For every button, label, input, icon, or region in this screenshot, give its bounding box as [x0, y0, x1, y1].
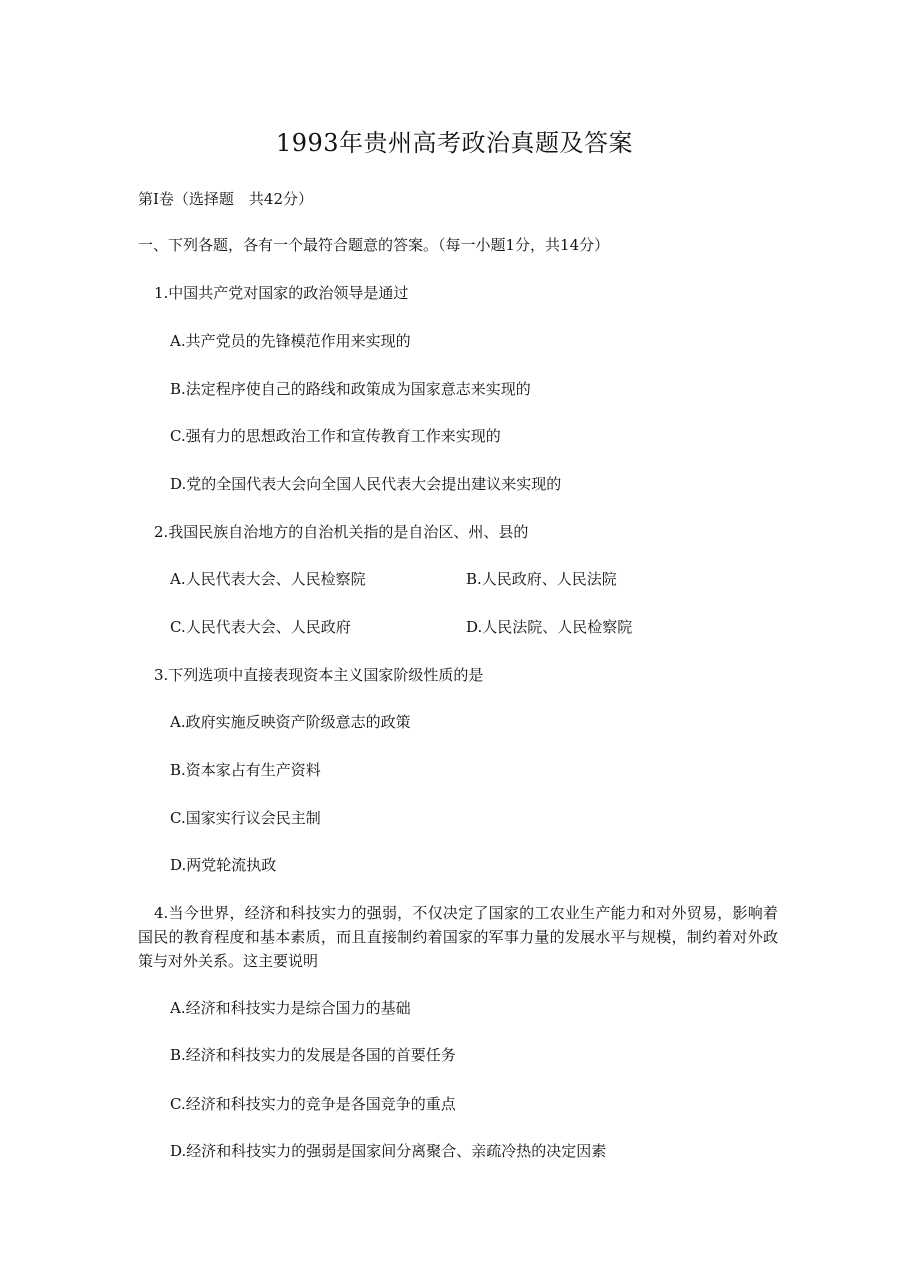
question-1-option-c: C.强有力的思想政治工作和宣传教育工作来实现的	[170, 427, 501, 445]
question-4-option-b: B.经济和科技实力的发展是各国的首要任务	[170, 1046, 456, 1064]
question-4-option-d: D.经济和科技实力的强弱是国家间分离聚合、亲疏冷热的决定因素	[170, 1142, 607, 1160]
question-2-option-b: B.人民政府、人民法院	[466, 570, 617, 588]
question-1-option-b: B.法定程序使自己的路线和政策成为国家意志来实现的	[170, 380, 531, 398]
question-1-option-d: D.党的全国代表大会向全国人民代表大会提出建议来实现的	[170, 475, 562, 493]
question-3-option-d: D.两党轮流执政	[170, 856, 277, 874]
question-3-option-c: C.国家实行议会民主制	[170, 809, 321, 827]
question-2-option-d: D.人民法院、人民检察院	[466, 618, 633, 636]
question-3-option-b: B.资本家占有生产资料	[170, 761, 321, 779]
part-one-instruction: 一、下列各题，各有一个最符合题意的答案。（每一小题1分，共14分）	[138, 236, 610, 254]
question-3-stem: 3.下列选项中直接表现资本主义国家阶级性质的是	[154, 666, 484, 684]
question-1-stem: 1.中国共产党对国家的政治领导是通过	[154, 284, 409, 302]
section-header: 第Ⅰ卷（选择题 共42分）	[138, 190, 314, 208]
question-4-option-c: C.经济和科技实力的竞争是各国竞争的重点	[170, 1095, 456, 1113]
question-4-option-a: A.经济和科技实力是综合国力的基础	[170, 999, 411, 1017]
question-2-stem: 2.我国民族自治地方的自治机关指的是自治区、州、县的	[154, 523, 529, 541]
question-4-stem: 4.当今世界，经济和科技实力的强弱，不仅决定了国家的工农业生产能力和对外贸易，影响着国民的教育程度和基本素质，而且直接制约着国家的军事力量的发展水平与规模，制约着对外政策与对外关系。这主要说明	[138, 904, 778, 970]
question-1-option-a: A.共产党员的先锋模范作用来实现的	[170, 332, 411, 350]
question-2-option-a: A.人民代表大会、人民检察院	[170, 570, 366, 588]
question-2-option-c: C.人民代表大会、人民政府	[170, 618, 351, 636]
page-title: 1993年贵州高考政治真题及答案	[275, 129, 634, 157]
question-3-option-a: A.政府实施反映资产阶级意志的政策	[170, 713, 411, 731]
